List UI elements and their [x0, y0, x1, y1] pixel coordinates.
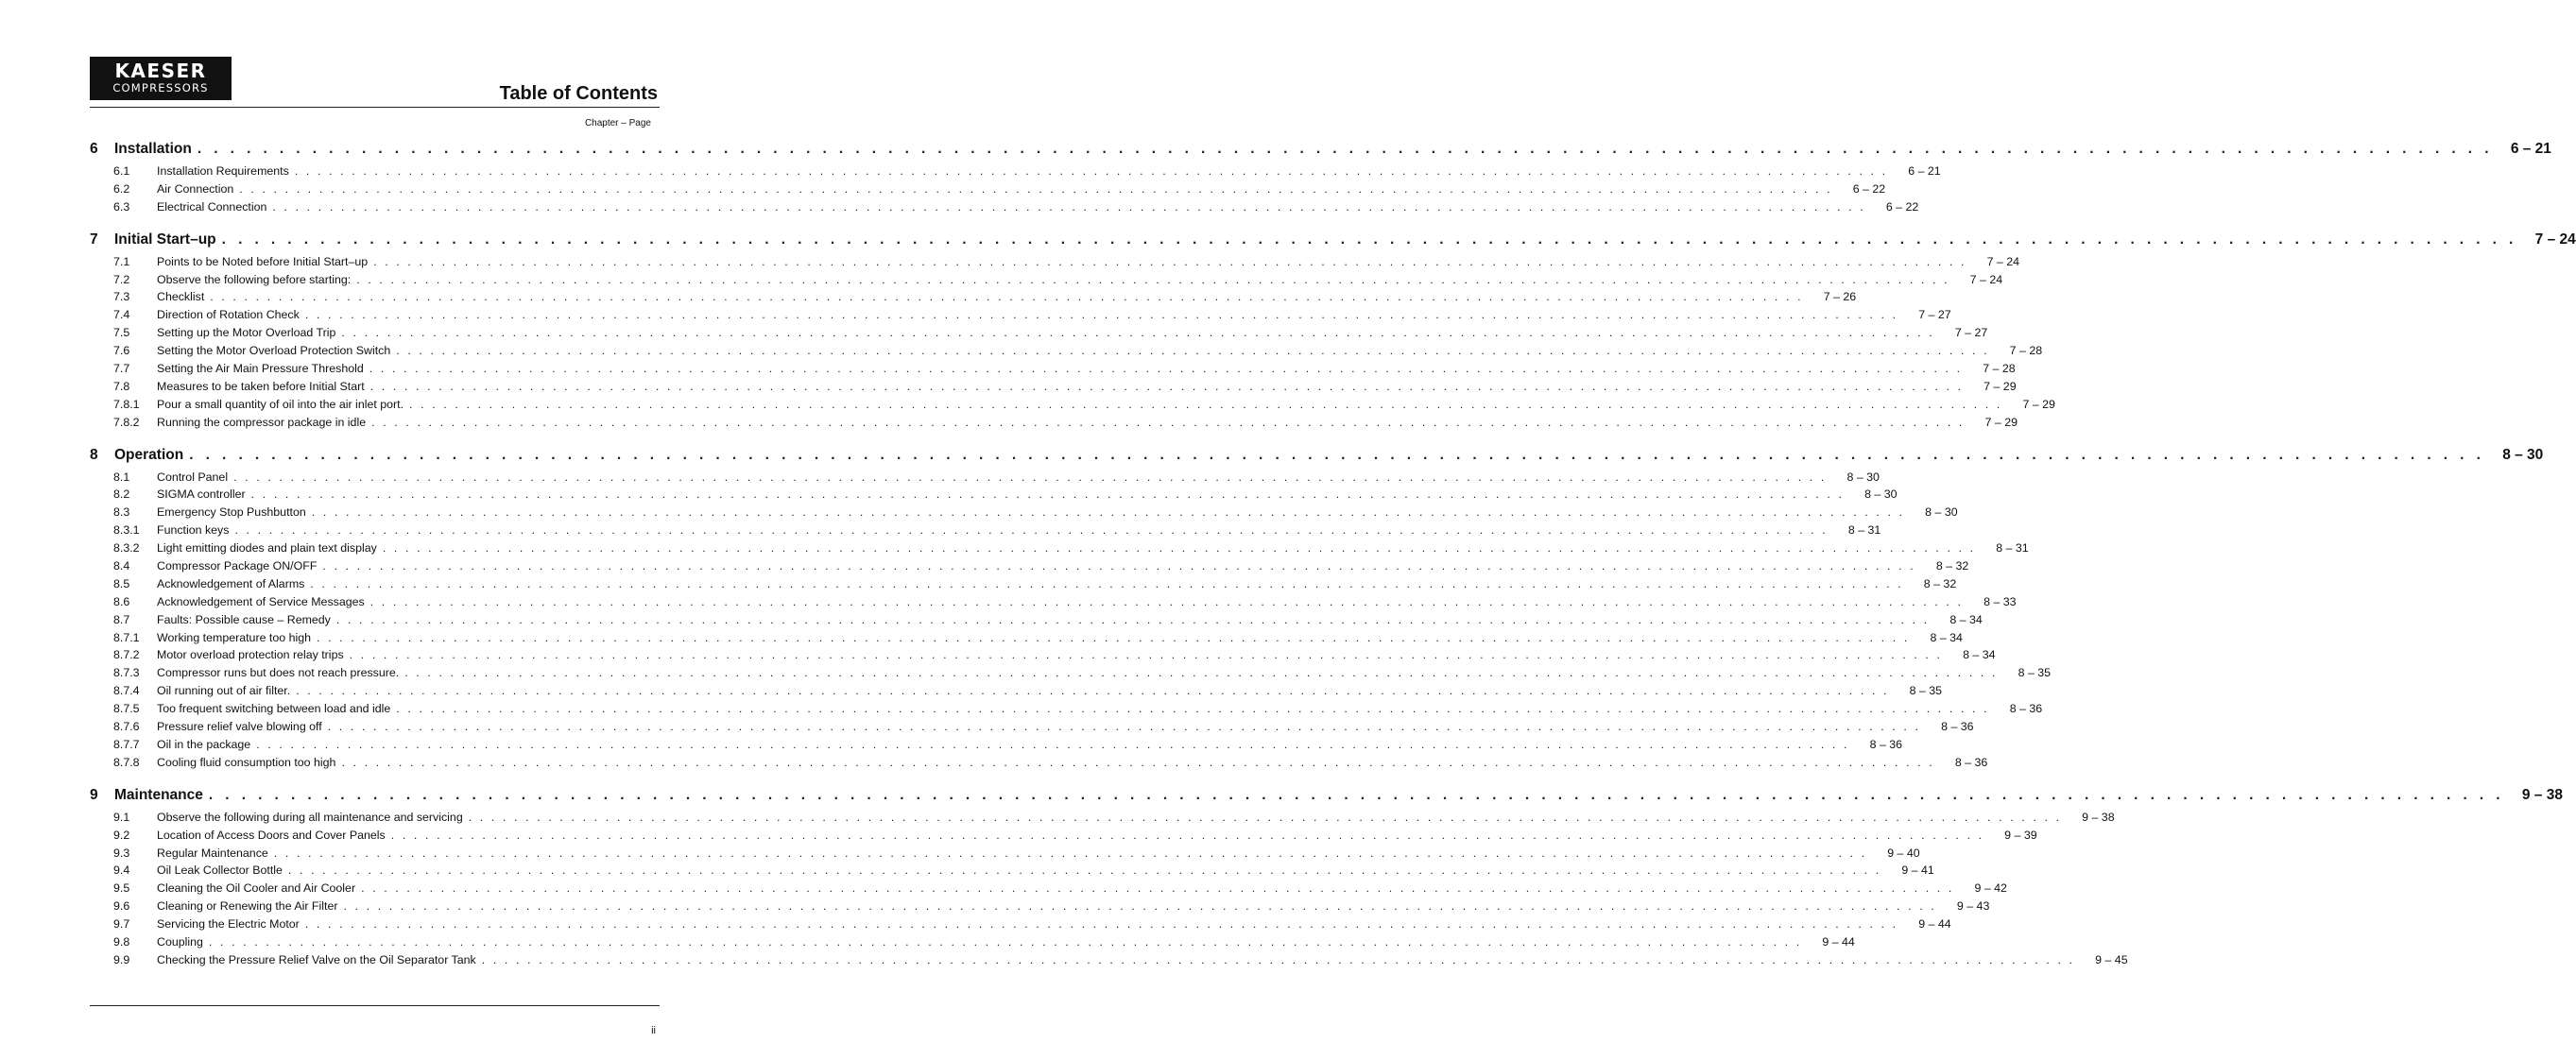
- chapter-page: 6 – 21: [2510, 141, 2551, 157]
- toc-entry[interactable]: [90, 594, 2017, 613]
- dot-leader: . . . . . . . . . . . . . . . . . . . . . . . . . . . . . . . . . . . . . . . . . . . . . . . . . . . . . . . . . . . . . . . . . . . . . . . . . . . . . . . . . . . . . . . . . . . . . . . . . . . . . . . . . . . . . . . . . . . . . . . . . . . . . . . . . . . . . . . . . . . .: [481, 952, 2075, 966]
- dot-leader: . . . . . . . . . . . . . . . . . . . . . . . . . . . . . . . . . . . . . . . . . . . . . . . . . . . . . . . . . . . . . . . . . . . . . . . . . . . . . . . . . . . . . . . . . . . . . . . . . . . . . . . . . . . . . . . . . . . . . . . . . . . . . . . . . . . . . . . . . . . .: [304, 308, 1898, 322]
- toc-entry[interactable]: [90, 917, 1951, 935]
- toc-entry[interactable]: [90, 290, 1857, 308]
- logo-subtitle: COMPRESSORS: [112, 81, 209, 94]
- entry-page: 8 – 33: [1984, 594, 2017, 608]
- entry-title: Too frequent switching between load and idle: [157, 702, 391, 716]
- dot-leader: . . . . . . . . . . . . . . . . . . . . . . . . . . . . . . . . . . . . . . . . . . . . . . . . . . . . . . . . . . . . . . . . . . . . . . . . . . . . . . . . . . . . . . . . . . . . . . . . . . . . . . . . . . . . . . . . . . . . . . . . . . . . . . . . . . . . . . . . . . . .: [273, 846, 1867, 860]
- entry-page: 7 – 24: [1969, 272, 2003, 286]
- entry-title: Faults: Possible cause – Remedy: [157, 612, 331, 626]
- entry-title: Servicing the Electric Motor: [157, 917, 300, 932]
- entry-number: 6.1: [113, 164, 130, 178]
- entry-number: 9.1: [113, 810, 130, 824]
- entry-number: 8.7.5: [113, 702, 140, 716]
- entry-title: Control Panel: [157, 470, 229, 484]
- toc-entry[interactable]: [90, 648, 1996, 666]
- dot-leader: . . . . . . . . . . . . . . . . . . . . . . . . . . . . . . . . . . . . . . . . . . . . . . . . . . . . . . . . . . . . . . . . . . . . . . . . . . . . . . . . . . . . . . . . . . . . . . . . . . . . . . . . . . . . . . . . . . . . . . . . . . . . . . . . . . . . . . . . . . . .: [294, 164, 1888, 178]
- dot-leader: . . . . . . . . . . . . . . . . . . . . . . . . . . . . . . . . . . . . . . . . . . . . . . . . . . . . . . . . . . . . . . . . . . . . . . . . . . . . . . . . . . . . . . . . . . . . . . . . . . . . . . . . . . . . . . . . . . . . . . . . . . . . . . . . . . . . . . . . . . . .: [310, 576, 1904, 590]
- dot-leader: . . . . . . . . . . . . . . . . . . . . . . . . . . . . . . . . . . . . . . . . . . . . . . . . . . . . . . . . . . . . . . . . . . . . . . . . . . . . . . . . . . . . . . . . . . . . . . . . . . . . . . . . . . . . . . . . . . . . . . . . . . . . . . . . . . . . . . . . . . . .: [349, 648, 1943, 662]
- toc-entry[interactable]: [90, 702, 2043, 720]
- entry-number: 8.1: [113, 470, 130, 484]
- chapter-title: Installation: [114, 141, 192, 157]
- toc-entry[interactable]: [90, 630, 1963, 649]
- entry-title: Direction of Rotation Check: [157, 308, 300, 322]
- entry-page: 7 – 28: [2009, 344, 2043, 358]
- dot-leader: . . . . . . . . . . . . . . . . . . . . . . . . . . . . . . . . . . . . . . . . . . . . . . . . . . . . . . . . . . . . . . . . . . . . . . . . . . . . . . . . . . . . . . . . . . . . . . . . . . . . . . . . . . . . . . . . . . . . . . . . . . . . . . . . . . . . . . . . . . . .: [404, 666, 1999, 680]
- entry-number: 8.4: [113, 559, 130, 573]
- toc-entry[interactable]: [90, 684, 1943, 702]
- entry-number: 7.5: [113, 326, 130, 340]
- entry-page: 9 – 40: [1887, 846, 1920, 860]
- entry-title: Cleaning the Oil Cooler and Air Cooler: [157, 881, 356, 896]
- entry-title: Air Connection: [157, 181, 234, 196]
- dot-leader: . . . . . . . . . . . . . . . . . . . . . . . . . . . . . . . . . . . . . . . . . . . . . . . . . . . . . . . . . . . . . . . . . . . . . . . . . . . . . . . . . . . . . . . . . . . . . . . . . . . . . . . . . . . . . . . . . . . . . . . . . . . . . . . . . . . . . . . . . . . .: [468, 810, 2062, 824]
- toc-chapter-8: [90, 446, 2544, 774]
- entry-title: Acknowledgement of Service Messages: [157, 594, 365, 608]
- entry-title: Compressor Package ON/OFF: [157, 559, 318, 573]
- entry-page: 9 – 45: [2095, 952, 2128, 966]
- entry-page: 8 – 34: [1949, 612, 1983, 626]
- entry-title: Setting up the Motor Overload Trip: [157, 326, 336, 340]
- dot-leader: . . . . . . . . . . . . . . . . . . . . . . . . . . . . . . . . . . . . . . . . . . . . . . . . . . . . . . . . . . . . . . . . . . . . . . . . . . . . . . . . . . . . . . . . . . . . . . . . . . . . . . . . . . . . . . . . . . . . . . . . . . . . . . . . . . . . . . . . . . . .: [369, 594, 1964, 608]
- dot-leader: . . . . . . . . . . . . . . . . . . . . . . . . . . . . . . . . . . . . . . . . . . . . . . . . . . . . . . . . . . . . . . . . . . . . . . . . . . . . . . . . . . . . . . . . . . . . . . . . . . . . . . . . . . . . . . . . . . . . . . . . . . . . . . . . . . . . . . . . . . . .: [373, 254, 1967, 268]
- toc-chapter-heading[interactable]: [90, 446, 2544, 466]
- chapter-title: Initial Start–up: [114, 231, 216, 248]
- chapter-number: 9: [90, 786, 98, 803]
- entry-number: 7.8: [113, 379, 130, 393]
- entry-number: 8.5: [113, 576, 130, 590]
- dot-leader: . . . . . . . . . . . . . . . . . . . . . . . . . . . . . . . . . . . . . . . . . . . . . . . . . . . . . . . . . . . . . . . . . . . . . . . . . . . . . . . . . . . . . . . . . . . . . . . . . . . . . . . . . . . . . . . . . . . . . . . . . . . . . . . . . . . . . . . . . . . .: [189, 446, 2485, 463]
- toc-entry[interactable]: [90, 272, 2003, 291]
- entry-title: SIGMA controller: [157, 487, 246, 502]
- dot-leader: . . . . . . . . . . . . . . . . . . . . . . . . . . . . . . . . . . . . . . . . . . . . . . . . . . . . . . . . . . . . . . . . . . . . . . . . . . . . . . . . . . . . . . . . . . . . . . . . . . . . . . . . . . . . . . . . . . . . . . . . . . . . . . . . . . . . . . . . . . . .: [287, 863, 1881, 878]
- entry-title: Measures to be taken before Initial Start: [157, 379, 365, 393]
- entry-number: 8.7.6: [113, 720, 140, 734]
- entry-number: 9.6: [113, 899, 130, 914]
- entry-number: 8.7.3: [113, 666, 140, 680]
- entry-page: 7 – 24: [1986, 254, 2020, 268]
- entry-title: Observe the following before starting:: [157, 272, 352, 286]
- toc-entry[interactable]: [90, 362, 2016, 380]
- entry-title: Oil in the package: [157, 737, 251, 751]
- entry-title: Oil running out of air filter.: [157, 684, 291, 698]
- toc-entry[interactable]: [90, 326, 1988, 344]
- entry-number: 9.4: [113, 863, 130, 878]
- toc-entry[interactable]: [90, 397, 2055, 416]
- dot-leader: . . . . . . . . . . . . . . . . . . . . . . . . . . . . . . . . . . . . . . . . . . . . . . . . . . . . . . . . . . . . . . . . . . . . . . . . . . . . . . . . . . . . . . . . . . . . . . . . . . . . . . . . . . . . . . . . . . . . . . . . . . . . . . . . . . . . . . . . . . . .: [250, 487, 1845, 502]
- dot-leader: . . . . . . . . . . . . . . . . . . . . . . . . . . . . . . . . . . . . . . . . . . . . . . . . . . . . . . . . . . . . . . . . . . . . . . . . . . . . . . . . . . . . . . . . . . . . . . . . . . . . . . . . . . . . . . . . . . . . . . . . . . . . . . . . . . . . . . . . . . . .: [322, 559, 1916, 573]
- toc-entry[interactable]: [90, 576, 1957, 595]
- entry-page: 7 – 29: [2022, 397, 2055, 411]
- entry-title: Setting the Motor Overload Protection Switch: [157, 344, 391, 358]
- entry-number: 9.5: [113, 881, 130, 896]
- toc-entry[interactable]: [90, 379, 2017, 398]
- entry-title: Regular Maintenance: [157, 846, 268, 860]
- entry-title: Location of Access Doors and Cover Panels: [157, 828, 386, 842]
- toc-entry[interactable]: [90, 470, 1880, 488]
- toc-entry[interactable]: [90, 308, 1951, 326]
- toc-entry[interactable]: [90, 899, 1990, 917]
- toc-entry[interactable]: [90, 254, 2020, 273]
- entry-title: Coupling: [157, 934, 203, 949]
- toc-entry[interactable]: [90, 487, 1898, 505]
- entry-title: Cooling fluid consumption too high: [157, 755, 336, 769]
- entry-number: 7.4: [113, 308, 130, 322]
- dot-leader: . . . . . . . . . . . . . . . . . . . . . . . . . . . . . . . . . . . . . . . . . . . . . . . . . . . . . . . . . . . . . . . . . . . . . . . . . . . . . . . . . . . . . . . . . . . . . . . . . . . . . . . . . . . . . . . . . . . . . . . . . . . . . . . . . . . . . . . . . . . .: [296, 684, 1890, 698]
- entry-number: 6.3: [113, 199, 130, 214]
- dot-leader: . . . . . . . . . . . . . . . . . . . . . . . . . . . . . . . . . . . . . . . . . . . . . . . . . . . . . . . . . . . . . . . . . . . . . . . . . . . . . . . . . . . . . . . . . . . . . . . . . . . . . . . . . . . . . . . . . . . . . . . . . . . . . . . . . . . . . . . . . . . .: [239, 181, 1833, 196]
- page-title: Table of Contents: [499, 83, 658, 104]
- entry-title: Light emitting diodes and plain text display: [157, 541, 377, 556]
- entry-title: Emergency Stop Pushbutton: [157, 505, 306, 520]
- entry-page: 8 – 35: [2018, 666, 2052, 680]
- dot-leader: . . . . . . . . . . . . . . . . . . . . . . . . . . . . . . . . . . . . . . . . . . . . . . . . . . . . . . . . . . . . . . . . . . . . . . . . . . . . . . . . . . . . . . . . . . . . . . . . . . . . . . . . . . . . . . . . . . . . . . . . . . . . . . . . . . . . . . . . . . . .: [361, 881, 1954, 896]
- entry-title: Checklist: [157, 290, 205, 304]
- entry-title: Checking the Pressure Relief Valve on the Oil Separator Tank: [157, 952, 476, 966]
- entry-number: 7.6: [113, 344, 130, 358]
- header-rule: [90, 107, 660, 108]
- dot-leader: . . . . . . . . . . . . . . . . . . . . . . . . . . . . . . . . . . . . . . . . . . . . . . . . . . . . . . . . . . . . . . . . . . . . . . . . . . . . . . . . . . . . . . . . . . . . . . . . . . . . . . . . . . . . . . . . . . . . . . . . . . . . . . . . . . . . . . . . . . . .: [197, 141, 2493, 157]
- chapter-number: 7: [90, 231, 98, 248]
- entry-number: 8.6: [113, 594, 130, 608]
- entry-number: 9.3: [113, 846, 130, 860]
- chapter-page-label: Chapter – Page: [584, 118, 651, 128]
- toc-entry[interactable]: [90, 828, 2037, 846]
- chapter-title: Maintenance: [114, 786, 203, 803]
- chapter-page: 7 – 24: [2534, 231, 2576, 248]
- entry-page: 8 – 36: [1869, 737, 1903, 751]
- toc-entry[interactable]: [90, 523, 1881, 541]
- entry-page: 9 – 42: [1974, 881, 2007, 896]
- chapter-title: Operation: [114, 446, 184, 463]
- entry-number: 8.2: [113, 487, 130, 502]
- dot-leader: . . . . . . . . . . . . . . . . . . . . . . . . . . . . . . . . . . . . . . . . . . . . . . . . . . . . . . . . . . . . . . . . . . . . . . . . . . . . . . . . . . . . . . . . . . . . . . . . . . . . . . . . . . . . . . . . . . . . . . . . . . . . . . . . . . . . . . . . . . . .: [356, 272, 1950, 286]
- entry-page: 7 – 27: [1918, 308, 1951, 322]
- entry-page: 8 – 30: [1846, 470, 1880, 484]
- dot-leader: . . . . . . . . . . . . . . . . . . . . . . . . . . . . . . . . . . . . . . . . . . . . . . . . . . . . . . . . . . . . . . . . . . . . . . . . . . . . . . . . . . . . . . . . . . . . . . . . . . . . . . . . . . . . . . . . . . . . . . . . . . . . . . . . . . . . . . . . . . . .: [369, 379, 1964, 393]
- entry-page: 9 – 38: [2082, 810, 2115, 824]
- chapter-number: 8: [90, 446, 98, 463]
- dot-leader: . . . . . . . . . . . . . . . . . . . . . . . . . . . . . . . . . . . . . . . . . . . . . . . . . . . . . . . . . . . . . . . . . . . . . . . . . . . . . . . . . . . . . . . . . . . . . . . . . . . . . . . . . . . . . . . . . . . . . . . . . . . . . . . . . . . . . . . . . . . .: [233, 470, 1827, 484]
- toc-chapter-7: [90, 231, 2576, 434]
- entry-number: 8.3: [113, 505, 130, 520]
- toc-entry[interactable]: [90, 863, 1934, 881]
- entry-page: 8 – 30: [1925, 505, 1958, 520]
- entry-number: 7.1: [113, 254, 130, 268]
- entry-page: 8 – 36: [1954, 755, 1988, 769]
- dot-leader: . . . . . . . . . . . . . . . . . . . . . . . . . . . . . . . . . . . . . . . . . . . . . . . . . . . . . . . . . . . . . . . . . . . . . . . . . . . . . . . . . . . . . . . . . . . . . . . . . . . . . . . . . . . . . . . . . . . . . . . . . . . . . . . . . . . . . . . . . . . .: [371, 415, 1965, 429]
- entry-page: 8 – 31: [1847, 523, 1881, 538]
- toc-entry[interactable]: [90, 541, 2029, 559]
- entry-page: 9 – 44: [1918, 917, 1951, 932]
- dot-leader: . . . . . . . . . . . . . . . . . . . . . . . . . . . . . . . . . . . . . . . . . . . . . . . . . . . . . . . . . . . . . . . . . . . . . . . . . . . . . . . . . . . . . . . . . . . . . . . . . . . . . . . . . . . . . . . . . . . . . . . . . . . . . . . . . . . . . . . . . . . .: [210, 290, 1804, 304]
- dot-leader: . . . . . . . . . . . . . . . . . . . . . . . . . . . . . . . . . . . . . . . . . . . . . . . . . . . . . . . . . . . . . . . . . . . . . . . . . . . . . . . . . . . . . . . . . . . . . . . . . . . . . . . . . . . . . . . . . . . . . . . . . . . . . . . . . . . . . . . . . . . .: [327, 720, 1921, 734]
- entry-number: 9.2: [113, 828, 130, 842]
- dot-leader: . . . . . . . . . . . . . . . . . . . . . . . . . . . . . . . . . . . . . . . . . . . . . . . . . . . . . . . . . . . . . . . . . . . . . . . . . . . . . . . . . . . . . . . . . . . . . . . . . . . . . . . . . . . . . . . . . . . . . . . . . . . . . . . . . . . . . . . . . . . .: [396, 344, 1990, 358]
- entry-title: Installation Requirements: [157, 164, 289, 178]
- dot-leader: . . . . . . . . . . . . . . . . . . . . . . . . . . . . . . . . . . . . . . . . . . . . . . . . . . . . . . . . . . . . . . . . . . . . . . . . . . . . . . . . . . . . . . . . . . . . . . . . . . . . . . . . . . . . . . . . . . . . . . . . . . . . . . . . . . . . . . . . . . . .: [304, 917, 1898, 932]
- dot-leader: . . . . . . . . . . . . . . . . . . . . . . . . . . . . . . . . . . . . . . . . . . . . . . . . . . . . . . . . . . . . . . . . . . . . . . . . . . . . . . . . . . . . . . . . . . . . . . . . . . . . . . . . . . . . . . . . . . . . . . . . . . . . . . . . . . . . . . . . . . . .: [256, 737, 1850, 751]
- entry-title: Working temperature too high: [157, 630, 312, 644]
- toc-entry[interactable]: [90, 881, 2007, 899]
- toc-entry[interactable]: [90, 737, 1903, 756]
- toc-entry[interactable]: [90, 344, 2043, 362]
- entry-number: 8.7.2: [113, 648, 140, 662]
- entry-page: 9 – 39: [2004, 828, 2037, 842]
- toc-chapter-9: [90, 786, 2563, 971]
- entry-page: 6 – 21: [1908, 164, 1941, 178]
- chapter-page: 9 – 38: [2521, 786, 2563, 803]
- toc-entry[interactable]: [90, 505, 1958, 523]
- entry-number: 9.9: [113, 952, 130, 966]
- toc-entry[interactable]: [90, 810, 2115, 829]
- entry-page: 9 – 41: [1901, 863, 1934, 878]
- toc-entry[interactable]: [90, 720, 1974, 738]
- toc-entry[interactable]: [90, 755, 1988, 774]
- entry-title: Motor overload protection relay trips: [157, 648, 344, 662]
- dot-leader: . . . . . . . . . . . . . . . . . . . . . . . . . . . . . . . . . . . . . . . . . . . . . . . . . . . . . . . . . . . . . . . . . . . . . . . . . . . . . . . . . . . . . . . . . . . . . . . . . . . . . . . . . . . . . . . . . . . . . . . . . . . . . . . . . . . . . . . . . . . .: [234, 523, 1829, 538]
- entry-page: 8 – 36: [1941, 720, 1974, 734]
- dot-leader: . . . . . . . . . . . . . . . . . . . . . . . . . . . . . . . . . . . . . . . . . . . . . . . . . . . . . . . . . . . . . . . . . . . . . . . . . . . . . . . . . . . . . . . . . . . . . . . . . . . . . . . . . . . . . . . . . . . . . . . . . . . . . . . . . . . . . . . . . . . .: [317, 630, 1910, 644]
- dot-leader: . . . . . . . . . . . . . . . . . . . . . . . . . . . . . . . . . . . . . . . . . . . . . . . . . . . . . . . . . . . . . . . . . . . . . . . . . . . . . . . . . . . . . . . . . . . . . . . . . . . . . . . . . . . . . . . . . . . . . . . . . . . . . . . . . . . . . . . . . . . .: [335, 612, 1930, 626]
- dot-leader: . . . . . . . . . . . . . . . . . . . . . . . . . . . . . . . . . . . . . . . . . . . . . . . . . . . . . . . . . . . . . . . . . . . . . . . . . . . . . . . . . . . . . . . . . . . . . . . . . . . . . . . . . . . . . . . . . . . . . . . . . . . . . . . . . . . . . . . . . . . .: [341, 755, 1935, 769]
- entry-number: 8.7: [113, 612, 130, 626]
- entry-page: 8 – 34: [1930, 630, 1963, 644]
- entry-title: Function keys: [157, 523, 230, 538]
- entry-number: 9.8: [113, 934, 130, 949]
- entry-page: 7 – 29: [1984, 379, 2017, 393]
- entry-number: 7.3: [113, 290, 130, 304]
- entry-number: 7.8.2: [113, 415, 140, 429]
- entry-number: 8.3.1: [113, 523, 140, 538]
- entry-number: 8.3.2: [113, 541, 140, 556]
- table-of-contents: [90, 141, 2576, 984]
- kaeser-logo: [90, 57, 232, 100]
- dot-leader: . . . . . . . . . . . . . . . . . . . . . . . . . . . . . . . . . . . . . . . . . . . . . . . . . . . . . . . . . . . . . . . . . . . . . . . . . . . . . . . . . . . . . . . . . . . . . . . . . . . . . . . . . . . . . . . . . . . . . . . . . . . . . . . . . . . . . . . . . . . .: [208, 934, 1802, 949]
- entry-number: 6.2: [113, 181, 130, 196]
- entry-number: 8.7.1: [113, 630, 140, 644]
- toc-entry[interactable]: [90, 846, 1920, 864]
- logo-wordmark: KAESER: [114, 60, 207, 82]
- toc-chapter-heading[interactable]: [90, 141, 2551, 160]
- toc-entry[interactable]: [90, 952, 2128, 971]
- toc-entry[interactable]: [90, 559, 1969, 577]
- dot-leader: . . . . . . . . . . . . . . . . . . . . . . . . . . . . . . . . . . . . . . . . . . . . . . . . . . . . . . . . . . . . . . . . . . . . . . . . . . . . . . . . . . . . . . . . . . . . . . . . . . . . . . . . . . . . . . . . . . . . . . . . . . . . . . . . . . . . . . . . . . . .: [341, 326, 1935, 340]
- dot-leader: . . . . . . . . . . . . . . . . . . . . . . . . . . . . . . . . . . . . . . . . . . . . . . . . . . . . . . . . . . . . . . . . . . . . . . . . . . . . . . . . . . . . . . . . . . . . . . . . . . . . . . . . . . . . . . . . . . . . . . . . . . . . . . . . . . . . . . . . . . . .: [272, 199, 1866, 214]
- dot-leader: . . . . . . . . . . . . . . . . . . . . . . . . . . . . . . . . . . . . . . . . . . . . . . . . . . . . . . . . . . . . . . . . . . . . . . . . . . . . . . . . . . . . . . . . . . . . . . . . . . . . . . . . . . . . . . . . . . . . . . . . . . . . . . . . . . . . . . . . . . . .: [208, 786, 2504, 803]
- entry-page: 7 – 28: [1983, 362, 2016, 376]
- toc-chapter-6: [90, 141, 2551, 218]
- entry-page: 8 – 35: [1909, 684, 1943, 698]
- dot-leader: . . . . . . . . . . . . . . . . . . . . . . . . . . . . . . . . . . . . . . . . . . . . . . . . . . . . . . . . . . . . . . . . . . . . . . . . . . . . . . . . . . . . . . . . . . . . . . . . . . . . . . . . . . . . . . . . . . . . . . . . . . . . . . . . . . . . . . . . . . . .: [221, 231, 2517, 248]
- entry-title: Points to be Noted before Initial Start–up: [157, 254, 369, 268]
- toc-chapter-heading[interactable]: [90, 231, 2576, 250]
- entry-number: 8.7.4: [113, 684, 140, 698]
- dot-leader: . . . . . . . . . . . . . . . . . . . . . . . . . . . . . . . . . . . . . . . . . . . . . . . . . . . . . . . . . . . . . . . . . . . . . . . . . . . . . . . . . . . . . . . . . . . . . . . . . . . . . . . . . . . . . . . . . . . . . . . . . . . . . . . . . . . . . . . . . . . .: [396, 702, 1990, 716]
- entry-title: Setting the Air Main Pressure Threshold: [157, 362, 364, 376]
- toc-chapter-heading[interactable]: [90, 786, 2563, 806]
- footer-rule: [90, 1005, 660, 1006]
- entry-title: Electrical Connection: [157, 199, 267, 214]
- dot-leader: . . . . . . . . . . . . . . . . . . . . . . . . . . . . . . . . . . . . . . . . . . . . . . . . . . . . . . . . . . . . . . . . . . . . . . . . . . . . . . . . . . . . . . . . . . . . . . . . . . . . . . . . . . . . . . . . . . . . . . . . . . . . . . . . . . . . . . . . . . . .: [343, 899, 1937, 914]
- dot-leader: . . . . . . . . . . . . . . . . . . . . . . . . . . . . . . . . . . . . . . . . . . . . . . . . . . . . . . . . . . . . . . . . . . . . . . . . . . . . . . . . . . . . . . . . . . . . . . . . . . . . . . . . . . . . . . . . . . . . . . . . . . . . . . . . . . . . . . . . . . . .: [409, 397, 2002, 411]
- entry-number: 7.7: [113, 362, 130, 376]
- entry-title: Cleaning or Renewing the Air Filter: [157, 899, 338, 914]
- entry-title: Compressor runs but does not reach pressure.: [157, 666, 400, 680]
- entry-page: 7 – 27: [1954, 326, 1988, 340]
- entry-number: 8.7.8: [113, 755, 140, 769]
- entry-page: 8 – 32: [1935, 559, 1969, 573]
- dot-leader: . . . . . . . . . . . . . . . . . . . . . . . . . . . . . . . . . . . . . . . . . . . . . . . . . . . . . . . . . . . . . . . . . . . . . . . . . . . . . . . . . . . . . . . . . . . . . . . . . . . . . . . . . . . . . . . . . . . . . . . . . . . . . . . . . . . . . . . . . . . .: [382, 541, 1976, 556]
- entry-title: Acknowledgement of Alarms: [157, 576, 305, 590]
- entry-page: 8 – 30: [1864, 487, 1898, 502]
- dot-leader: . . . . . . . . . . . . . . . . . . . . . . . . . . . . . . . . . . . . . . . . . . . . . . . . . . . . . . . . . . . . . . . . . . . . . . . . . . . . . . . . . . . . . . . . . . . . . . . . . . . . . . . . . . . . . . . . . . . . . . . . . . . . . . . . . . . . . . . . . . . .: [390, 828, 1984, 842]
- entry-title: Running the compressor package in idle: [157, 415, 367, 429]
- toc-entry[interactable]: [90, 415, 2018, 434]
- toc-entry[interactable]: [90, 164, 1941, 182]
- entry-page: 6 – 22: [1885, 199, 1919, 214]
- dot-leader: . . . . . . . . . . . . . . . . . . . . . . . . . . . . . . . . . . . . . . . . . . . . . . . . . . . . . . . . . . . . . . . . . . . . . . . . . . . . . . . . . . . . . . . . . . . . . . . . . . . . . . . . . . . . . . . . . . . . . . . . . . . . . . . . . . . . . . . . . . . .: [311, 505, 1905, 520]
- entry-number: 7.2: [113, 272, 130, 286]
- toc-entry[interactable]: [90, 181, 1886, 200]
- entry-page: 8 – 31: [1996, 541, 2029, 556]
- entry-page: 6 – 22: [1852, 181, 1886, 196]
- dot-leader: . . . . . . . . . . . . . . . . . . . . . . . . . . . . . . . . . . . . . . . . . . . . . . . . . . . . . . . . . . . . . . . . . . . . . . . . . . . . . . . . . . . . . . . . . . . . . . . . . . . . . . . . . . . . . . . . . . . . . . . . . . . . . . . . . . . . . . . . . . . .: [369, 362, 1963, 376]
- entry-title: Pressure relief valve blowing off: [157, 720, 322, 734]
- entry-page: 8 – 32: [1923, 576, 1957, 590]
- entry-title: Pour a small quantity of oil into the air inlet port.: [157, 397, 404, 411]
- entry-page: 7 – 29: [1984, 415, 2018, 429]
- toc-entry[interactable]: [90, 666, 2052, 684]
- chapter-page: 8 – 30: [2502, 446, 2544, 463]
- entry-page: 9 – 43: [1956, 899, 1990, 914]
- chapter-number: 6: [90, 141, 98, 157]
- toc-entry[interactable]: [90, 934, 1855, 953]
- toc-entry[interactable]: [90, 199, 1919, 218]
- entry-page: 9 – 44: [1822, 934, 1855, 949]
- page-number: ii: [651, 1025, 656, 1036]
- entry-number: 8.7.7: [113, 737, 140, 751]
- entry-number: 9.7: [113, 917, 130, 932]
- entry-page: 7 – 26: [1823, 290, 1857, 304]
- entry-page: 8 – 34: [1963, 648, 1996, 662]
- entry-number: 7.8.1: [113, 397, 140, 411]
- entry-title: Oil Leak Collector Bottle: [157, 863, 283, 878]
- entry-page: 8 – 36: [2009, 702, 2043, 716]
- toc-entry[interactable]: [90, 612, 1983, 631]
- entry-title: Observe the following during all maintenance and servicing: [157, 810, 463, 824]
